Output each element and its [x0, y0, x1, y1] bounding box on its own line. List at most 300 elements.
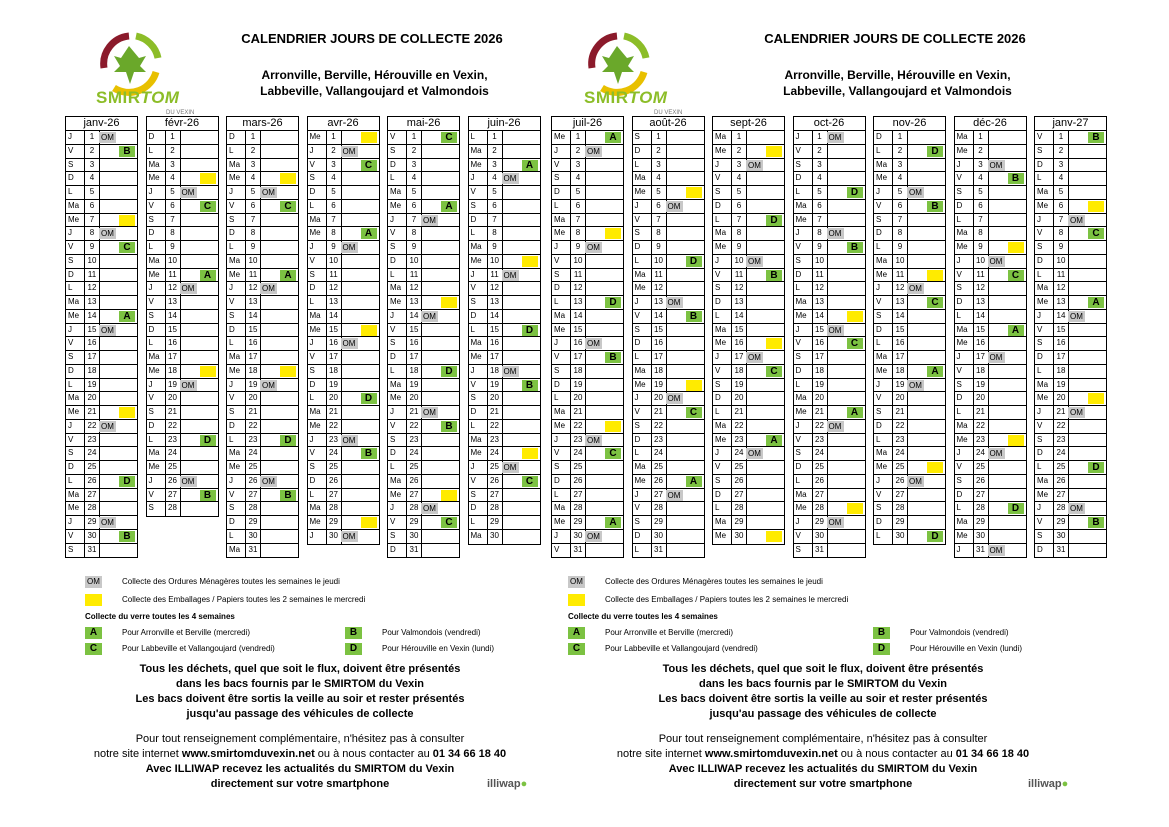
day-number: 1 [570, 131, 585, 144]
day-number: 30 [651, 530, 666, 543]
day-number: 2 [973, 145, 988, 158]
day-row [1035, 516, 1106, 530]
day-number: 15 [245, 324, 260, 337]
day-number: 30 [487, 530, 502, 544]
weekday: L [634, 544, 639, 554]
day-row [1035, 530, 1106, 544]
day-number: 27 [570, 489, 585, 502]
day-row [227, 475, 298, 489]
day-row [388, 516, 459, 530]
day-number: 10 [1053, 255, 1068, 268]
weekday: Ma [229, 255, 241, 265]
day-number: 1 [1053, 131, 1068, 144]
weekday: Me [68, 214, 80, 224]
weekday: S [876, 214, 882, 224]
glass-marker: B [847, 242, 863, 253]
notice-line-2: dans les bacs fournis par le SMIRTOM du Vexin [699, 678, 947, 690]
glass-marker: B [280, 490, 296, 501]
cell-divider [1068, 489, 1069, 502]
day-row [552, 502, 623, 516]
weekday: Ma [956, 228, 968, 238]
weekday: Ma [1037, 379, 1049, 389]
day-number: 7 [326, 214, 341, 227]
cell-divider [99, 434, 100, 447]
website-link[interactable]: www.smirtomduvexin.net [704, 748, 838, 760]
weekday: V [956, 365, 962, 375]
weekday: V [1037, 517, 1043, 526]
day-number: 20 [1053, 392, 1068, 405]
cell-divider [180, 324, 181, 337]
weekday: Ma [956, 324, 968, 334]
day-number: 6 [84, 200, 99, 213]
day-row [388, 420, 459, 434]
day-row [713, 337, 784, 351]
day-row [308, 447, 379, 461]
website-link[interactable]: www.smirtomduvexin.net [181, 748, 315, 760]
phone-number[interactable]: 01 34 66 18 40 [432, 748, 507, 760]
cell-divider [988, 530, 989, 543]
cell-divider [99, 337, 100, 350]
weekday: S [1037, 338, 1043, 348]
cell-divider [260, 310, 261, 323]
day-number: 31 [973, 544, 988, 558]
day-number: 2 [487, 145, 502, 158]
day-row [552, 200, 623, 214]
day-row [713, 172, 784, 186]
day-number: 1 [406, 131, 421, 144]
weekday: Ma [956, 517, 968, 526]
day-row [633, 282, 704, 296]
weekday: J [390, 214, 394, 224]
day-number: 12 [570, 282, 585, 295]
day-number: 24 [84, 447, 99, 460]
day-row [388, 392, 459, 406]
cell-divider [99, 159, 100, 172]
om-marker: OM [421, 503, 438, 514]
cell-divider [99, 365, 100, 378]
weekday: J [554, 530, 558, 540]
towns-list [730, 67, 1065, 99]
weekday: J [554, 145, 558, 155]
day-number: 15 [651, 324, 666, 337]
cell-divider [746, 172, 747, 185]
day-number: 24 [406, 447, 421, 460]
day-number: 20 [406, 392, 421, 405]
day-number: 26 [812, 475, 827, 488]
weekday: Ma [470, 338, 482, 348]
day-row [713, 461, 784, 475]
day-number: 29 [731, 516, 746, 529]
day-row [388, 434, 459, 448]
weekday: S [68, 448, 74, 458]
day-row [308, 200, 379, 214]
day-row [955, 310, 1026, 324]
weekday: L [148, 338, 153, 348]
day-row [874, 379, 945, 393]
weekday: L [470, 324, 475, 334]
weekday: Me [876, 269, 888, 279]
cell-divider [666, 310, 667, 323]
day-number: 19 [892, 379, 907, 392]
day-number: 1 [165, 131, 180, 144]
day-number: 5 [326, 186, 341, 199]
day-number: 6 [165, 200, 180, 213]
cell-divider [907, 227, 908, 240]
cell-divider [827, 145, 828, 158]
weekday: J [470, 269, 475, 279]
day-number: 24 [973, 447, 988, 460]
cell-divider [1068, 296, 1069, 309]
om-marker: OM [502, 462, 519, 473]
day-number: 22 [245, 420, 260, 433]
om-marker: OM [341, 531, 358, 542]
weekday: V [68, 530, 74, 540]
glass-marker: A [441, 201, 457, 212]
weekday: S [554, 269, 560, 279]
cell-divider [585, 420, 586, 433]
month-header: mai-26 [388, 117, 459, 131]
day-row [713, 379, 784, 393]
day-row [66, 461, 137, 475]
cell-divider [585, 392, 586, 405]
day-number: 10 [406, 255, 421, 268]
day-row [66, 434, 137, 448]
day-row [388, 269, 459, 283]
cell-divider [585, 489, 586, 502]
day-row [1035, 131, 1106, 145]
weekday: J [1037, 503, 1041, 513]
day-row [713, 296, 784, 310]
weekday: J [634, 200, 639, 210]
weekday: V [956, 462, 962, 471]
weekday: V [148, 297, 154, 306]
om-marker: OM [666, 490, 683, 501]
day-row [308, 186, 379, 200]
day-row [874, 489, 945, 503]
day-row [227, 186, 298, 200]
weekday: V [309, 159, 315, 169]
day-number: 22 [731, 420, 746, 433]
day-number: 6 [651, 200, 666, 213]
weekday: Ma [634, 269, 646, 279]
logo-subtitle: DU VEXIN [654, 110, 683, 116]
weekday: V [634, 407, 640, 416]
day-number: 29 [570, 516, 585, 529]
weekday: D [795, 462, 802, 471]
day-row [955, 159, 1026, 173]
weekday: J [68, 324, 72, 334]
packaging-marker [1088, 393, 1104, 404]
day-number: 23 [487, 434, 502, 447]
day-number: 31 [406, 544, 421, 558]
day-row [147, 310, 218, 324]
day-number: 29 [487, 516, 502, 529]
day-number: 8 [84, 227, 99, 240]
day-number: 10 [165, 255, 180, 268]
day-row [308, 159, 379, 173]
weekday: Me [956, 338, 968, 348]
day-number: 28 [326, 502, 341, 515]
glass-marker: A [605, 517, 621, 528]
weekday: L [390, 462, 395, 471]
cell-divider [421, 475, 422, 488]
weekday: D [876, 420, 882, 430]
cell-divider [421, 296, 422, 309]
day-row [66, 544, 137, 558]
day-number: 25 [165, 461, 180, 474]
glass-marker: C [686, 407, 702, 418]
cell-divider [585, 269, 586, 282]
cell-divider [746, 392, 747, 405]
weekday: V [554, 544, 560, 554]
cell-divider [907, 502, 908, 515]
weekday: L [1037, 462, 1042, 471]
cell-divider [1068, 159, 1069, 172]
day-number: 25 [812, 461, 827, 474]
om-marker: OM [99, 325, 116, 336]
day-row [874, 241, 945, 255]
day-row [388, 214, 459, 228]
weekday: D [554, 475, 560, 485]
weekday: Ma [554, 214, 566, 224]
weekday: Me [956, 242, 968, 251]
day-number: 29 [406, 516, 421, 529]
cell-divider [585, 447, 586, 460]
glass-a-swatch: A [568, 627, 585, 639]
day-row [633, 447, 704, 461]
day-row [66, 269, 137, 283]
cell-divider [827, 502, 828, 515]
cell-divider [585, 214, 586, 227]
notice-line-3: Les bacs doivent être sortis la veille au soir et rester présentés [135, 693, 465, 705]
day-number: 29 [812, 516, 827, 529]
illiwap-line-2: directement sur votre smartphone [210, 778, 390, 790]
weekday: Me [148, 462, 160, 471]
day-row [794, 365, 865, 379]
month-column [954, 116, 1027, 558]
glass-marker: B [1008, 173, 1024, 184]
weekday: D [148, 420, 155, 430]
om-marker: OM [502, 173, 519, 184]
cell-divider [907, 530, 908, 544]
day-number: 6 [245, 200, 260, 213]
day-row [147, 241, 218, 255]
weekday: V [68, 338, 74, 348]
day-row [66, 379, 137, 393]
weekday: V [390, 517, 396, 526]
weekday: J [470, 173, 475, 183]
day-number: 16 [326, 337, 341, 350]
day-number: 30 [245, 530, 260, 543]
phone-number[interactable]: 01 34 66 18 40 [955, 748, 1030, 760]
weekday: L [1037, 365, 1042, 375]
cell-divider [180, 420, 181, 433]
om-marker: OM [907, 380, 924, 391]
month-column [793, 116, 866, 558]
cell-divider [180, 310, 181, 323]
weekday: L [390, 173, 395, 183]
day-row [227, 310, 298, 324]
packaging-marker [361, 325, 377, 336]
day-row [713, 351, 784, 365]
cell-divider [585, 227, 586, 240]
day-row [308, 214, 379, 228]
cell-divider [421, 379, 422, 392]
weekday: J [634, 297, 639, 306]
cell-divider [988, 324, 989, 337]
weekday: D [470, 407, 477, 416]
day-number: 19 [165, 379, 180, 392]
glass-marker: B [119, 146, 135, 157]
weekday: J [229, 187, 233, 196]
day-row [633, 227, 704, 241]
weekday: J [148, 475, 153, 485]
glass-marker: C [927, 297, 943, 308]
day-row [66, 475, 137, 489]
weekday: Me [1037, 200, 1049, 210]
day-number: 26 [570, 475, 585, 488]
om-marker: OM [421, 407, 438, 418]
day-row [794, 200, 865, 214]
weekday: J [876, 475, 880, 485]
day-row [66, 351, 137, 365]
cell-divider [907, 434, 908, 447]
cell-divider [1068, 544, 1069, 558]
glass-marker: C [361, 160, 377, 171]
day-row [874, 447, 945, 461]
cell-divider [99, 461, 100, 474]
weekday: L [715, 310, 720, 320]
day-number: 3 [973, 159, 988, 172]
glass-marker: D [200, 435, 216, 446]
day-row [1035, 214, 1106, 228]
weekday: Me [956, 145, 968, 155]
day-row [713, 282, 784, 296]
weekday: V [229, 489, 235, 499]
day-number: 6 [1053, 200, 1068, 213]
day-row [874, 475, 945, 489]
cell-divider [99, 530, 100, 543]
weekday: L [634, 159, 639, 169]
day-number: 17 [892, 351, 907, 364]
month-header: sept-26 [713, 117, 784, 131]
day-number: 20 [812, 392, 827, 405]
day-number: 3 [487, 159, 502, 172]
legend-c-text: Pour Labbeville et Vallangoujard (vendredi) [122, 644, 275, 653]
day-row [147, 379, 218, 393]
day-number: 9 [487, 241, 502, 254]
day-number: 17 [1053, 351, 1068, 364]
cell-divider [1068, 379, 1069, 392]
weekday: J [554, 242, 558, 251]
cell-divider [827, 214, 828, 227]
weekday: V [634, 214, 640, 224]
day-row [147, 200, 218, 214]
day-row [874, 406, 945, 420]
packaging-marker [766, 338, 782, 349]
day-row [227, 379, 298, 393]
weekday: Ma [795, 489, 807, 499]
day-number: 10 [973, 255, 988, 268]
cell-divider [827, 159, 828, 172]
weekday: V [795, 242, 801, 251]
weekday: S [390, 530, 396, 540]
month-header: oct-26 [794, 117, 865, 131]
weekday: L [634, 352, 639, 361]
cell-divider [585, 131, 586, 144]
weekday: S [634, 517, 640, 526]
cell-divider [988, 214, 989, 227]
weekday: L [1037, 269, 1042, 279]
weekday: S [795, 255, 801, 265]
day-row [66, 310, 137, 324]
weekday: Me [795, 310, 807, 320]
day-row [1035, 406, 1106, 420]
day-number: 17 [651, 351, 666, 364]
day-number: 22 [84, 420, 99, 433]
cell-divider [827, 379, 828, 392]
day-number: 1 [973, 131, 988, 144]
day-row [794, 255, 865, 269]
cell-divider [827, 310, 828, 323]
cell-divider [988, 434, 989, 447]
cell-divider [421, 145, 422, 158]
contact-text-c: ou à nous contacter au [837, 748, 956, 760]
month-header: févr-26 [147, 117, 218, 131]
cell-divider [585, 544, 586, 558]
month-header: déc-26 [955, 117, 1026, 131]
month-column [387, 116, 460, 558]
day-row [227, 461, 298, 475]
legend-d-text: Pour Hérouville en Vexin (lundi) [382, 644, 495, 653]
packaging-marker [441, 490, 457, 501]
cell-divider [666, 172, 667, 185]
day-number: 12 [406, 282, 421, 295]
cell-divider [746, 310, 747, 323]
cell-divider [260, 269, 261, 282]
day-row [147, 475, 218, 489]
cell-divider [421, 337, 422, 350]
cell-divider [99, 269, 100, 282]
day-number: 30 [892, 530, 907, 544]
glass-marker: D [927, 146, 943, 157]
day-number: 5 [406, 186, 421, 199]
cell-divider [341, 516, 342, 529]
day-number: 13 [84, 296, 99, 309]
weekday: V [470, 475, 476, 485]
om-marker: OM [341, 242, 358, 253]
day-number: 7 [1053, 214, 1068, 227]
day-number: 14 [651, 310, 666, 323]
day-row [794, 544, 865, 558]
day-row [633, 365, 704, 379]
day-row [794, 145, 865, 159]
cell-divider [341, 214, 342, 227]
cell-divider [585, 516, 586, 529]
cell-divider [666, 475, 667, 488]
day-row [874, 227, 945, 241]
cell-divider [1068, 255, 1069, 268]
cell-divider [666, 420, 667, 433]
weekday: D [634, 242, 641, 251]
cell-divider [988, 475, 989, 488]
day-row [1035, 324, 1106, 338]
day-number: 15 [165, 324, 180, 337]
weekday: D [470, 503, 477, 513]
cell-divider [341, 172, 342, 185]
cell-divider [180, 172, 181, 185]
day-row [955, 420, 1026, 434]
